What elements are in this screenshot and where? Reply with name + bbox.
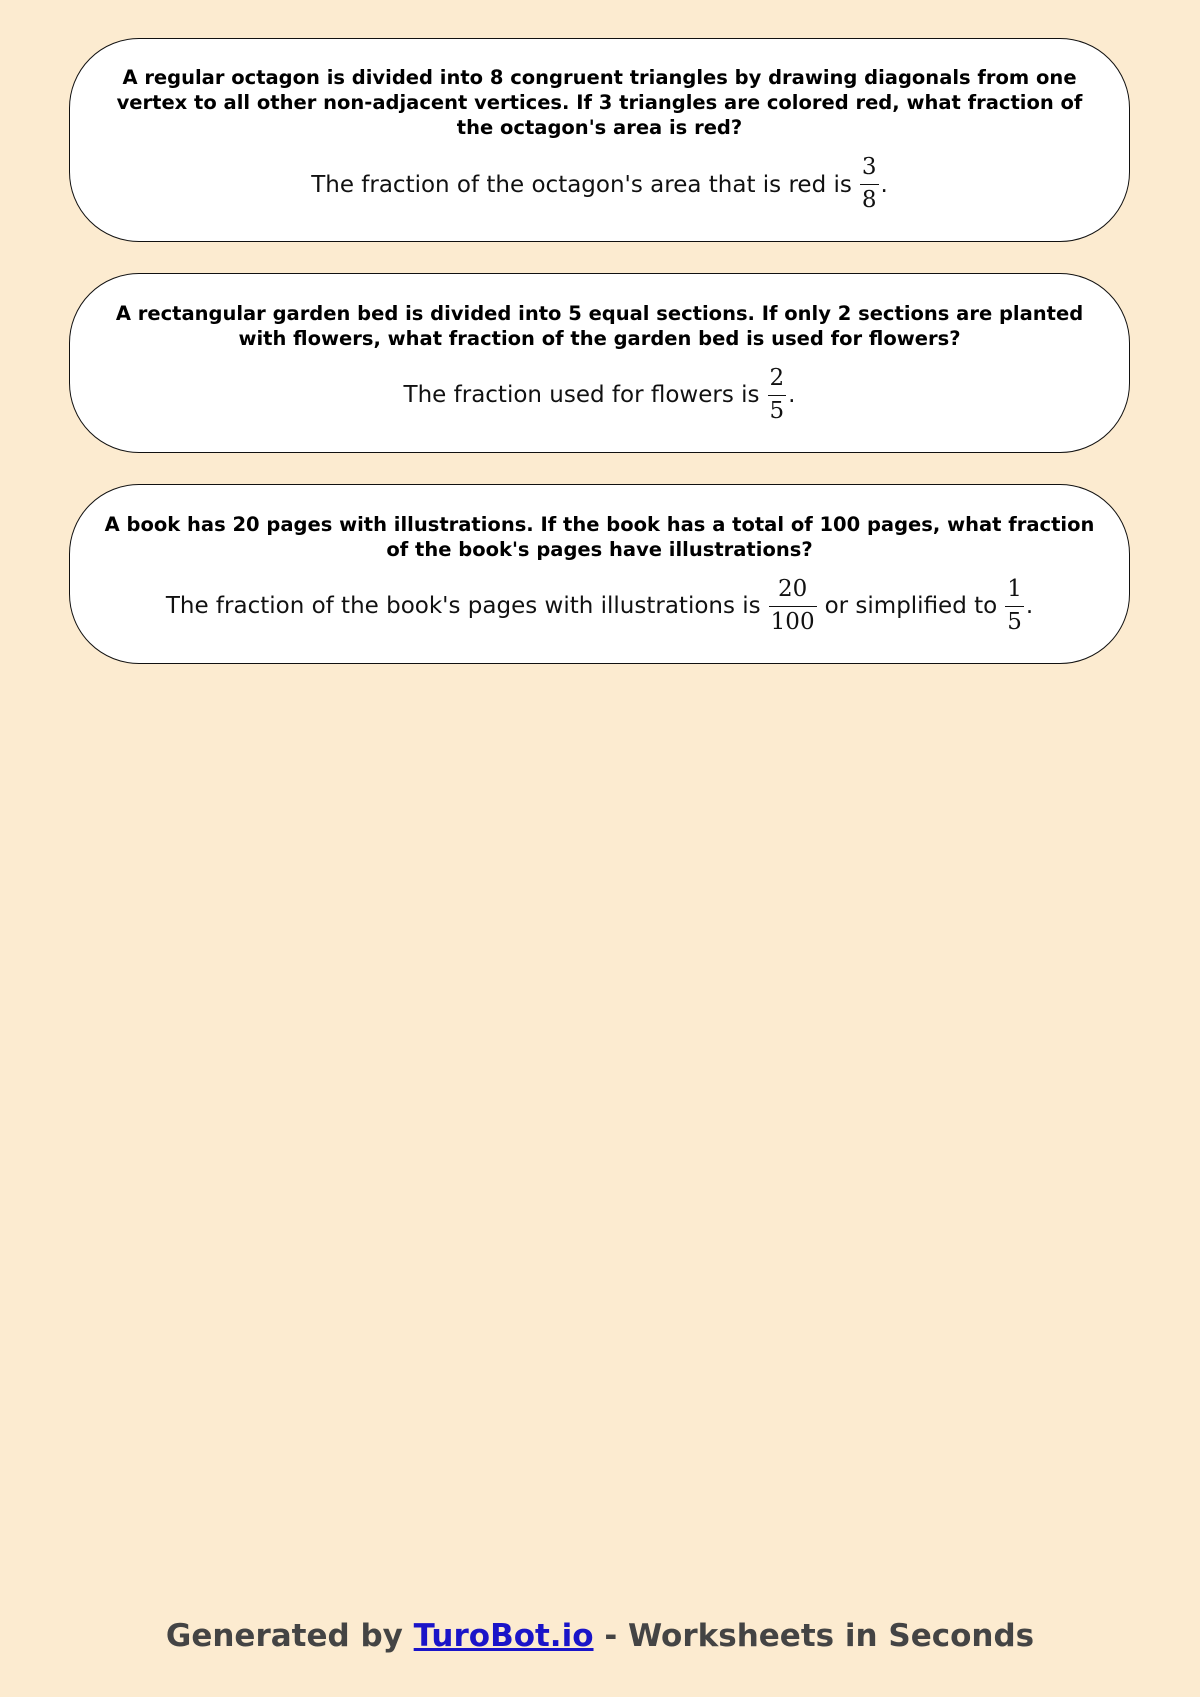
answer-prefix: The fraction of the book's pages with illustrations is <box>165 593 761 619</box>
fraction-denominator: 5 <box>769 397 785 424</box>
problem-card-3 <box>69 484 1130 664</box>
fraction-denominator: 5 <box>1007 608 1022 635</box>
problem-card-2 <box>69 273 1130 453</box>
question-text: A regular octagon is divided into 8 congruent triangles by drawing diagonals from one vertex to all other non-adjacent vertices. If 3 triangles are colored red, what fraction of the octagon's area is red? <box>116 66 1083 140</box>
fraction-numerator: 2 <box>769 364 785 391</box>
footer <box>0 1618 1200 1654</box>
answer-line <box>404 365 796 425</box>
fraction-numerator: 1 <box>1007 575 1022 602</box>
problem-card-1 <box>69 38 1130 242</box>
fraction-denominator: 8 <box>861 187 877 213</box>
answer-fraction <box>769 576 817 636</box>
answer-fraction <box>768 365 787 425</box>
question-text: A book has 20 pages with illustrations. If the book has a total of 100 pages, what fraction of the book's pages have illustrations? <box>104 512 1095 561</box>
question-text: A rectangular garden bed is divided into 5 equal sections. If only 2 sections are planted with flowers, what fraction of the garden bed is used for flowers? <box>115 301 1084 350</box>
answer-suffix: . <box>1025 593 1034 619</box>
footer-prefix: Generated by <box>165 1618 403 1654</box>
answer-line <box>311 154 888 214</box>
simplified-fraction <box>1005 576 1024 636</box>
answer-prefix: The fraction used for flowers is <box>403 382 760 408</box>
fraction-numerator: 20 <box>777 575 808 602</box>
turobot-link[interactable]: TuroBot.io <box>413 1618 594 1654</box>
fraction-numerator: 3 <box>861 154 877 181</box>
answer-line <box>166 576 1033 636</box>
answer-middle: or simplified to <box>824 593 998 619</box>
fraction-denominator: 100 <box>770 608 815 635</box>
footer-suffix: - Worksheets in Seconds <box>604 1618 1035 1654</box>
answer-prefix: The fraction of the octagon's area that is red is <box>311 171 852 198</box>
answer-fraction <box>860 154 879 214</box>
answer-suffix: . <box>880 171 888 198</box>
answer-suffix: . <box>788 382 796 408</box>
